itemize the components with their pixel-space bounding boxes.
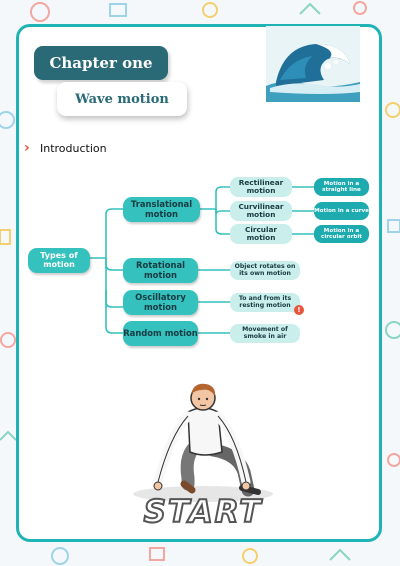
desc-oscillatory: To and from its resting motion	[230, 293, 300, 312]
desc-random: Movement of smoke in air	[230, 324, 300, 343]
sub-circular: Circular motion	[230, 224, 292, 244]
desc-rectilinear: Motion in a straight line	[314, 178, 369, 196]
chevron-right-icon: ›	[24, 140, 30, 156]
mindmap-root: Types of motion	[28, 248, 90, 273]
exclamation-icon: !	[294, 305, 304, 315]
branch-oscillatory: Oscillatory motion	[123, 290, 198, 315]
branch-translational: Translational motion	[123, 197, 200, 222]
desc-curvilinear: Motion in a curve	[314, 202, 369, 220]
desc-rotational: Object rotates on its own motion	[230, 261, 300, 280]
sub-curvilinear: Curvilinear motion	[230, 201, 292, 221]
desc-circular: Motion in a circular orbit	[314, 225, 369, 243]
sub-rectilinear: Rectilinear motion	[230, 177, 292, 197]
chapter-title: Wave motion	[57, 82, 187, 116]
start-text: START	[143, 494, 263, 530]
chapter-label: Chapter one	[34, 46, 168, 80]
branch-rotational: Rotational motion	[123, 258, 198, 283]
section-heading: Introduction	[40, 142, 107, 155]
branch-random: Random motion	[123, 321, 198, 346]
